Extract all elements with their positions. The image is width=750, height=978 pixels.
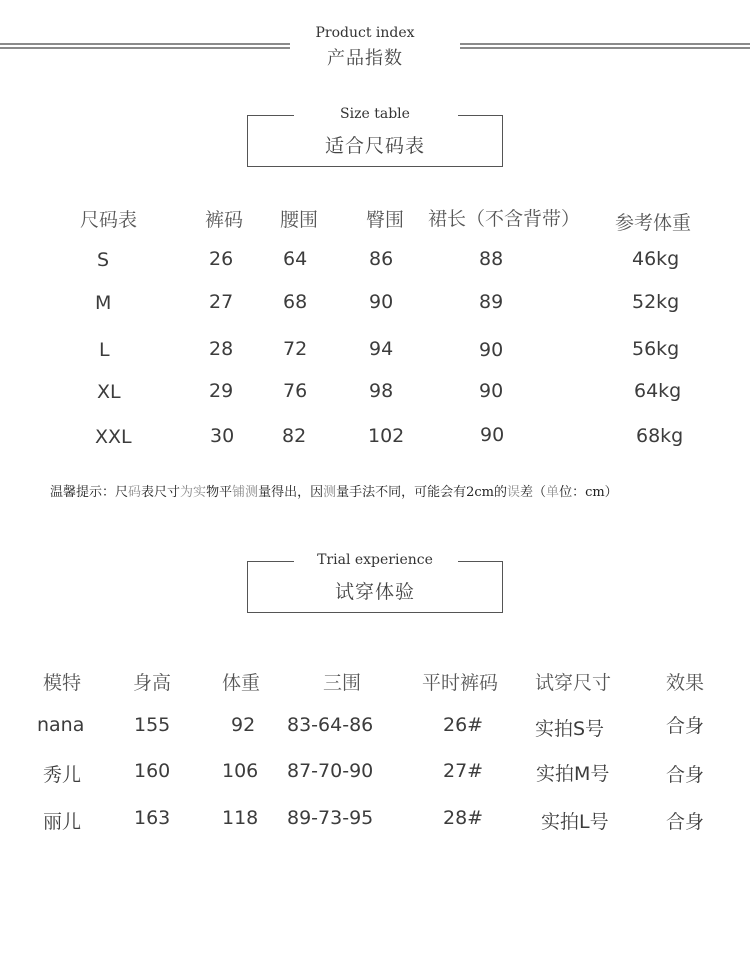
size-col-header: 尺码表	[80, 209, 138, 231]
size-cell: S	[97, 249, 110, 271]
tip-text: 测	[323, 485, 337, 500]
size-cell: 30	[210, 425, 235, 447]
size-col-header: 臀围	[366, 209, 405, 231]
size-cell: XXL	[95, 426, 132, 448]
size-cell: 68kg	[636, 425, 684, 447]
tip-text: 量手法不同，可能会有2cm的	[336, 485, 508, 500]
tip-text: 表尺寸	[141, 485, 181, 500]
size-cell: 46kg	[632, 248, 680, 270]
trial-cell: 合身	[666, 715, 705, 737]
size-cell: 27	[209, 291, 234, 313]
tip-text: 误	[507, 485, 521, 500]
size-cell: 76	[283, 380, 308, 402]
trial-cell: 实拍L号	[541, 811, 609, 833]
tip-text: 温馨提示：尺	[50, 485, 129, 500]
trial-col-header: 三围	[323, 672, 362, 694]
trial-col-header: 效果	[666, 672, 705, 694]
size-cell: 86	[369, 248, 394, 270]
tip-text: 物平	[206, 485, 233, 500]
trial-cell: 27#	[443, 760, 484, 782]
size-col-header: 裙长（不含背带）	[428, 208, 581, 230]
size-cell: 29	[209, 380, 234, 402]
trial-cell: 89-73-95	[287, 807, 374, 829]
size-cell: 64kg	[634, 380, 682, 402]
size-tip	[50, 481, 618, 500]
tip-text: 为实	[180, 485, 207, 500]
size-cell: 98	[369, 380, 394, 402]
size-col-header: 参考体重	[615, 212, 692, 234]
header-title-cn: 产品指数	[327, 48, 403, 69]
size-cell: 28	[209, 338, 234, 360]
trial-cell: 163	[134, 807, 171, 829]
size-cell: 82	[282, 425, 307, 447]
tip-text: 差（	[520, 485, 547, 500]
trial-col-header: 身高	[133, 672, 172, 694]
trial-cell: 秀儿	[43, 764, 82, 786]
size-cell: 90	[479, 339, 504, 361]
trial-col-header: 体重	[222, 672, 261, 694]
size-cell: L	[99, 339, 110, 361]
size-cell: 64	[283, 248, 308, 270]
trial-cell: 26#	[443, 714, 484, 736]
header-title-en: Product index	[315, 25, 415, 41]
trial-cell: 合身	[666, 811, 705, 833]
size-cell: 52kg	[632, 291, 680, 313]
trial-cell: 合身	[666, 764, 705, 786]
trial-cell: 28#	[443, 807, 484, 829]
size-cell: 94	[369, 338, 394, 360]
trial-cell: 160	[134, 760, 171, 782]
trial-cell: 118	[222, 807, 259, 829]
size-cell: XL	[97, 381, 121, 403]
trial-cell: 106	[222, 760, 259, 782]
tip-text: 位：cm）	[559, 485, 618, 500]
tip-text: 单	[546, 485, 560, 500]
size-section-title-en: Size table	[340, 106, 410, 122]
trial-cell: 丽儿	[43, 811, 82, 833]
trial-col-header: 平时裤码	[422, 672, 499, 694]
size-cell: M	[95, 292, 112, 314]
trial-cell: nana	[37, 714, 85, 736]
trial-col-header: 模特	[43, 672, 82, 694]
trial-cell: 155	[134, 714, 171, 736]
size-cell: 68	[283, 291, 308, 313]
trial-cell: 87-70-90	[287, 760, 374, 782]
size-col-header: 腰围	[280, 209, 319, 231]
size-cell: 90	[479, 380, 504, 402]
trial-cell: 92	[231, 714, 256, 736]
size-cell: 56kg	[632, 338, 680, 360]
tip-text: 铺测	[232, 485, 259, 500]
size-cell: 26	[209, 248, 234, 270]
trial-section-title-box	[247, 552, 503, 613]
size-section-title-cn: 适合尺码表	[324, 135, 425, 157]
size-cell: 90	[369, 291, 394, 313]
trial-cell: 实拍S号	[535, 718, 605, 740]
size-cell: 102	[368, 425, 405, 447]
size-col-header: 裤码	[205, 209, 244, 231]
trial-col-header: 试穿尺寸	[535, 672, 612, 694]
size-section-title-box	[247, 106, 503, 167]
trial-section-title-en: Trial experience	[317, 552, 433, 568]
size-cell: 89	[479, 291, 504, 313]
trial-section-title-cn: 试穿体验	[334, 581, 415, 603]
size-cell: 72	[283, 338, 308, 360]
tip-text: 量得出，因	[258, 485, 324, 500]
size-cell: 90	[480, 424, 505, 446]
size-cell: 88	[479, 248, 504, 270]
tip-text: 码	[128, 485, 142, 500]
trial-cell: 实拍M号	[536, 763, 610, 785]
trial-cell: 83-64-86	[287, 714, 374, 736]
